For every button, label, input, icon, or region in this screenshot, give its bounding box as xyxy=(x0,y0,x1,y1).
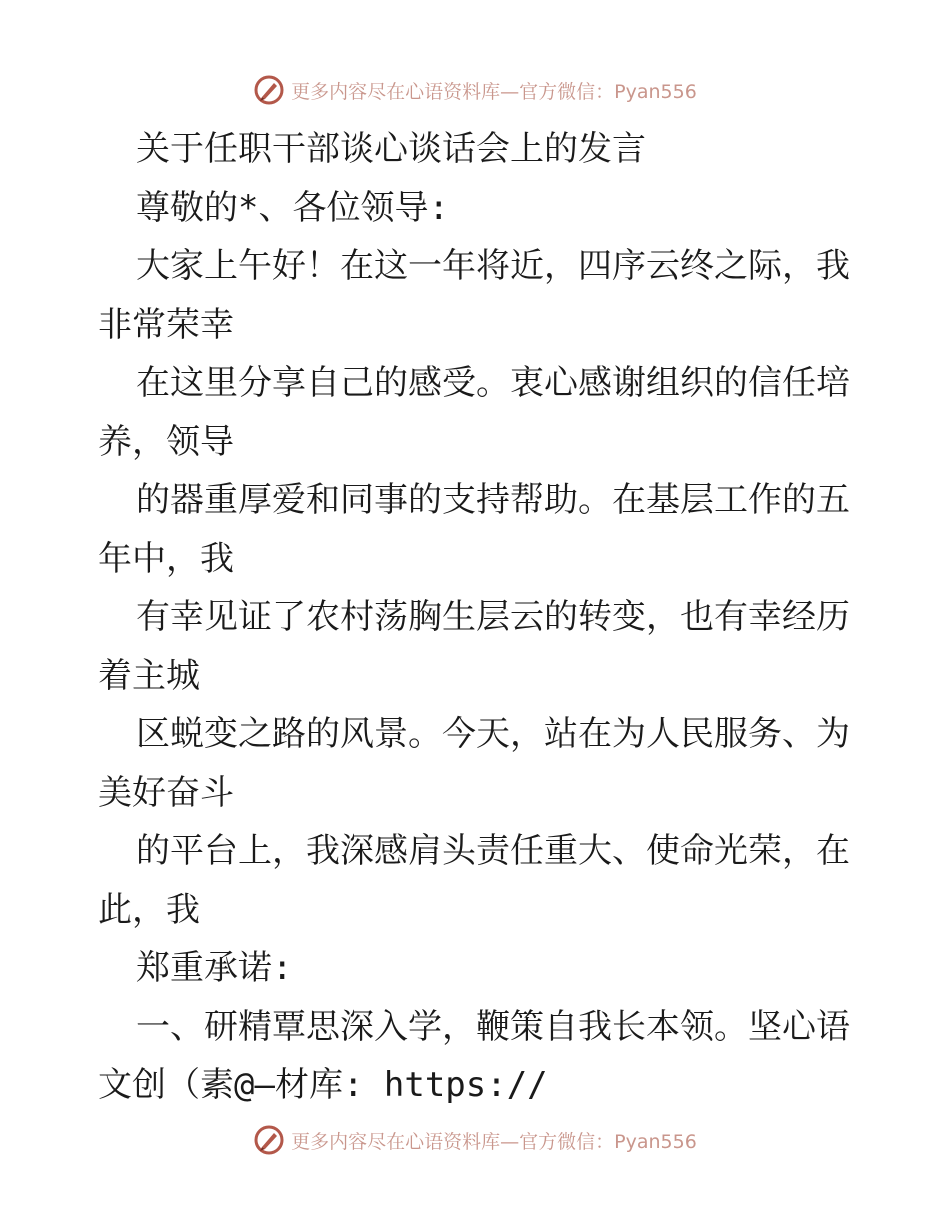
text-line: 关于任职干部谈心谈话会上的发言 xyxy=(136,129,646,169)
watermark-handle: Pyan556 xyxy=(614,80,697,103)
pen-logo-icon xyxy=(253,1124,285,1156)
watermark-handle: Pyan556 xyxy=(614,1130,697,1153)
header-watermark xyxy=(0,70,950,110)
text-line: 的平台上，我深感肩头责任重大、使命光荣，在 xyxy=(136,831,850,871)
text-line: 此，我 xyxy=(98,889,200,930)
text-line: 郑重承诺: xyxy=(136,948,293,988)
watermark-text: 更多内容尽在心语资料库—官方微信：Pyan556 xyxy=(291,80,697,103)
text-line: 年中，我 xyxy=(98,538,234,579)
text-line: 非常荣幸 xyxy=(98,304,234,345)
text-line: 区蜕变之路的风景。今天，站在为人民服务、为 xyxy=(136,714,850,754)
text-line: 在这里分享自己的感受。衷心感谢组织的信任培 xyxy=(136,363,850,403)
text-line: 一、研精覃思深入学，鞭策自我长本领。坚心语 xyxy=(136,1006,850,1047)
document-body xyxy=(98,120,858,1115)
text-line: 养，领导 xyxy=(98,421,234,462)
text-line: 着主城 xyxy=(98,655,200,696)
text-line: 美好奋斗 xyxy=(98,772,234,813)
text-line: 的器重厚爱和同事的支持帮助。在基层工作的五 xyxy=(136,480,850,520)
text-line: 尊敬的*、各位领导: xyxy=(136,187,449,228)
pen-logo-icon xyxy=(253,74,285,106)
watermark-text: 更多内容尽在心语资料库—官方微信：Pyan556 xyxy=(291,1130,697,1153)
text-line: 有幸见证了农村荡胸生层云的转变，也有幸经历 xyxy=(136,597,850,637)
footer-watermark xyxy=(0,1120,950,1160)
text-line: 大家上午好！在这一年将近，四序云终之际，我 xyxy=(136,246,850,286)
text-line: 文创（素@—材库: https:// xyxy=(98,1065,548,1105)
